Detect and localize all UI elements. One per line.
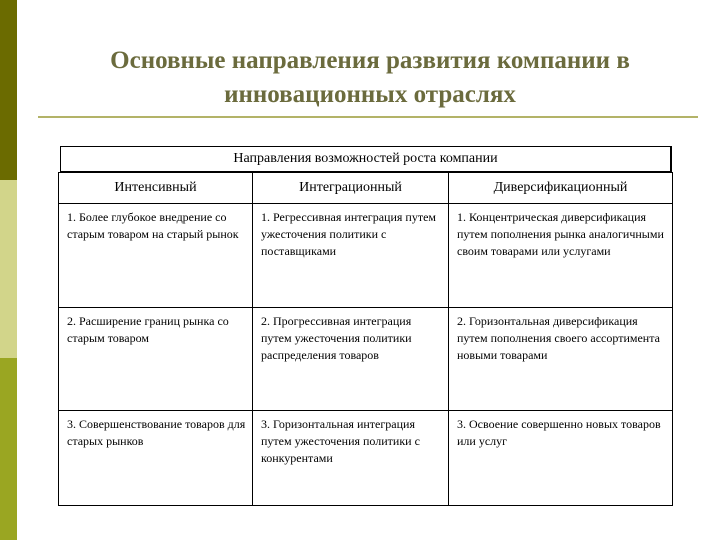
column-header-diversification: Диверсификационный bbox=[449, 173, 673, 204]
table-cell: 3. Совершенствование товаров для старых рынков bbox=[59, 411, 253, 506]
table-cell: 2. Расширение границ рынка со старым товаром bbox=[59, 308, 253, 411]
table-row bbox=[59, 411, 673, 506]
table-header-row bbox=[59, 173, 673, 204]
table-cell: 3. Освоение совершенно новых товаров или услуг bbox=[449, 411, 673, 506]
table-row bbox=[59, 204, 673, 308]
column-header-intensive: Интенсивный bbox=[59, 173, 253, 204]
title-underline bbox=[38, 116, 698, 118]
table-cell: 1. Более глубокое внедрение со старым товаром на старый рынок bbox=[59, 204, 253, 308]
decor-band-top bbox=[0, 0, 17, 180]
table-cell: 2. Прогрессивная интеграция путем ужесточения политики распределения товаров bbox=[253, 308, 449, 411]
table-cell: 3. Горизонтальная интеграция путем ужесточения политики с конкурентами bbox=[253, 411, 449, 506]
decor-band-bottom bbox=[0, 358, 17, 540]
table-cell: 1. Концентрическая диверсификация путем пополнения рынка аналогичными своим товарами или услугами bbox=[449, 204, 673, 308]
table-cell: 1. Регрессивная интеграция путем ужесточения политики с поставщиками bbox=[253, 204, 449, 308]
column-header-integration: Интеграционный bbox=[253, 173, 449, 204]
table-caption: Направления возможностей роста компании bbox=[60, 146, 672, 172]
decor-band-middle bbox=[0, 180, 17, 358]
table-row bbox=[59, 308, 673, 411]
table-cell: 2. Горизонтальная диверсификация путем пополнения своего ассортимента новыми товарами bbox=[449, 308, 673, 411]
growth-directions-table bbox=[58, 172, 673, 506]
slide-title: Основные направления развития компании в инновационных отраслях bbox=[110, 47, 630, 108]
